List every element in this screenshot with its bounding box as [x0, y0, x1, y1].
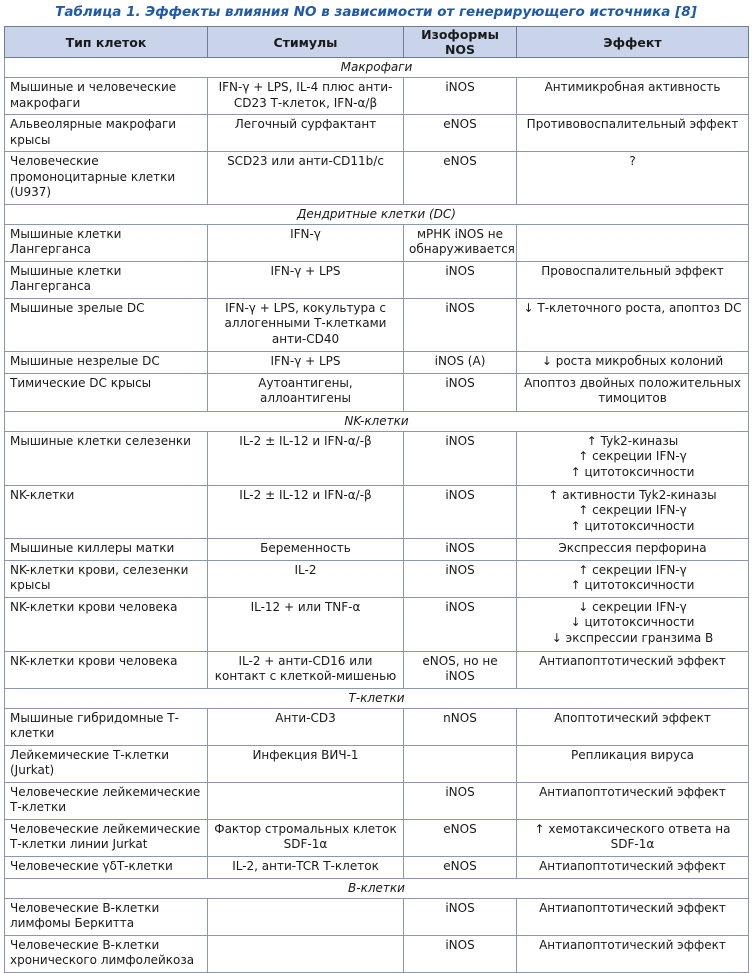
section-title: NK-клетки — [5, 411, 749, 431]
header-stimuli: Стимулы — [208, 27, 404, 58]
cell-type: NK-клетки — [5, 485, 208, 538]
stimulus: IL-2 ± IL-12 и IFN-α/-β — [208, 431, 404, 485]
nos-isoform: eNOS — [404, 152, 517, 205]
cell-type: Мышиные клетки Лангерганса — [5, 224, 208, 261]
nos-isoform: iNOS — [404, 538, 517, 560]
effect: Антимикробная активность — [517, 78, 749, 115]
table-row — [5, 651, 749, 688]
effect: Репликация вируса — [517, 745, 749, 782]
cell-type: Человеческие В-клетки лимфомы Беркитта — [5, 898, 208, 935]
cell-type: NK-клетки крови человека — [5, 651, 208, 688]
nos-isoform: iNOS — [404, 782, 517, 819]
nos-isoform: iNOS — [404, 597, 517, 651]
effect: ↓ Т-клеточного роста, апоптоз DC — [517, 298, 749, 351]
section-title: Макрофаги — [5, 58, 749, 78]
header-cell-type: Тип клеток — [5, 27, 208, 58]
section-title: Дендритные клетки (DC) — [5, 204, 749, 224]
nos-isoform: eNOS — [404, 819, 517, 856]
stimulus: Анти-CD3 — [208, 708, 404, 745]
nos-isoform: iNOS (A) — [404, 351, 517, 373]
stimulus: IFN-γ — [208, 224, 404, 261]
section-title: Т-клетки — [5, 688, 749, 708]
section-row — [5, 878, 749, 898]
nos-isoform: iNOS — [404, 935, 517, 972]
cell-type: Мышиные клетки селезенки — [5, 431, 208, 485]
nos-isoform: nNOS — [404, 708, 517, 745]
table-row — [5, 935, 749, 972]
header-effect: Эффект — [517, 27, 749, 58]
table-row — [5, 115, 749, 152]
table-row — [5, 373, 749, 411]
nos-isoform: eNOS, но не iNOS — [404, 651, 517, 688]
stimulus: SCD23 или анти-CD11b/с — [208, 152, 404, 205]
table-row — [5, 152, 749, 205]
stimulus: IL-12 + или TNF-α — [208, 597, 404, 651]
table-row — [5, 597, 749, 651]
header-row — [5, 27, 749, 58]
cell-type: Мышиные гибридомные Т-клетки — [5, 708, 208, 745]
table-row — [5, 745, 749, 782]
stimulus: IL-2 + анти-CD16 или контакт с клеткой-мишенью — [208, 651, 404, 688]
stimulus: Аутоантигены, аллоантигены — [208, 373, 404, 411]
effect: ? — [517, 152, 749, 205]
effect: Противовоспалительный эффект — [517, 115, 749, 152]
section-row — [5, 204, 749, 224]
table-row — [5, 819, 749, 856]
effect: Антиапоптотический эффект — [517, 935, 749, 972]
cell-type: Человеческие лейкемические Т-клетки линии Jurkat — [5, 819, 208, 856]
effect: ↑ Tyk2-киназы ↑ секреции IFN-γ ↑ цитотоксичности — [517, 431, 749, 485]
nos-isoform: iNOS — [404, 560, 517, 597]
table-row — [5, 298, 749, 351]
cell-type: NK-клетки крови человека — [5, 597, 208, 651]
cell-type: Мышиные и человеческие макрофаги — [5, 78, 208, 115]
table-row — [5, 856, 749, 878]
stimulus: Легочный сурфактант — [208, 115, 404, 152]
table-row — [5, 224, 749, 261]
table-body — [5, 58, 749, 973]
section-row — [5, 688, 749, 708]
effect: Провоспалительный эффект — [517, 261, 749, 298]
effect: Экспрессия перфорина — [517, 538, 749, 560]
cell-type: Мышиные зрелые DC — [5, 298, 208, 351]
stimulus: Инфекция ВИЧ-1 — [208, 745, 404, 782]
stimulus — [208, 782, 404, 819]
effect: ↑ секреции IFN-γ ↑ цитотоксичности — [517, 560, 749, 597]
stimulus: IFN-γ + LPS — [208, 351, 404, 373]
stimulus: IFN-γ + LPS, кокультура с аллогенными Т-клетками анти-CD40 — [208, 298, 404, 351]
nos-isoform: iNOS — [404, 373, 517, 411]
nos-isoform: iNOS — [404, 485, 517, 538]
cell-type: Мышиные клетки Лангерганса — [5, 261, 208, 298]
header-nos-isoforms: Изоформы NOS — [404, 27, 517, 58]
effect — [517, 224, 749, 261]
section-row — [5, 411, 749, 431]
nos-isoform: iNOS — [404, 261, 517, 298]
effect: Антиапоптотический эффект — [517, 651, 749, 688]
table-caption: Таблица 1. Эффекты влияния NO в зависимости от генерирующего источника [8] — [55, 4, 697, 20]
stimulus: Беременность — [208, 538, 404, 560]
effect: Апоптоз двойных положительных тимоцитов — [517, 373, 749, 411]
nos-isoform: мРНК iNOS не обнаруживается — [404, 224, 517, 261]
nos-isoform: eNOS — [404, 115, 517, 152]
effect: ↓ роста микробных колоний — [517, 351, 749, 373]
section-row — [5, 58, 749, 78]
nos-isoform: iNOS — [404, 78, 517, 115]
stimulus — [208, 935, 404, 972]
stimulus: IL-2 ± IL-12 и IFN-α/-β — [208, 485, 404, 538]
effect: Антиапоптотический эффект — [517, 782, 749, 819]
nos-effects-table — [4, 26, 749, 973]
cell-type: Мышиные киллеры матки — [5, 538, 208, 560]
stimulus: IL-2, анти-TCR Т-клеток — [208, 856, 404, 878]
effect: ↑ хемотаксического ответа на SDF-1α — [517, 819, 749, 856]
stimulus: IL-2 — [208, 560, 404, 597]
nos-isoform — [404, 745, 517, 782]
stimulus: Фактор стромальных клеток SDF-1α — [208, 819, 404, 856]
stimulus — [208, 898, 404, 935]
cell-type: Альвеолярные макрофаги крысы — [5, 115, 208, 152]
effect: Антиапоптотический эффект — [517, 856, 749, 878]
cell-type: Человеческие В-клетки хронического лимфолейкоза — [5, 935, 208, 972]
table-row — [5, 560, 749, 597]
table-row — [5, 782, 749, 819]
effect: Антиапоптотический эффект — [517, 898, 749, 935]
table-row — [5, 708, 749, 745]
effect: Апоптотический эффект — [517, 708, 749, 745]
nos-isoform: iNOS — [404, 298, 517, 351]
table-row — [5, 898, 749, 935]
stimulus: IFN-γ + LPS — [208, 261, 404, 298]
table-row — [5, 351, 749, 373]
cell-type: Человеческие γδТ-клетки — [5, 856, 208, 878]
nos-isoform: iNOS — [404, 431, 517, 485]
effect: ↓ секреции IFN-γ ↓ цитотоксичности ↓ экспрессии гранзима В — [517, 597, 749, 651]
cell-type: Человеческие промоноцитарные клетки (U937) — [5, 152, 208, 205]
cell-type: Лейкемические Т-клетки (Jurkat) — [5, 745, 208, 782]
stimulus: IFN-γ + LPS, IL-4 плюс анти-CD23 Т-клеток, IFN-α/β — [208, 78, 404, 115]
cell-type: Человеческие лейкемические Т-клетки — [5, 782, 208, 819]
table-row — [5, 78, 749, 115]
table-row — [5, 431, 749, 485]
cell-type: Мышиные незрелые DC — [5, 351, 208, 373]
section-title: В-клетки — [5, 878, 749, 898]
nos-isoform: iNOS — [404, 898, 517, 935]
effect: ↑ активности Tyk2-киназы ↑ секреции IFN-γ ↑ цитотоксичности — [517, 485, 749, 538]
table-row — [5, 485, 749, 538]
table-row — [5, 538, 749, 560]
cell-type: Тимические DC крысы — [5, 373, 208, 411]
nos-isoform: eNOS — [404, 856, 517, 878]
table-row — [5, 261, 749, 298]
cell-type: NK-клетки крови, селезенки крысы — [5, 560, 208, 597]
